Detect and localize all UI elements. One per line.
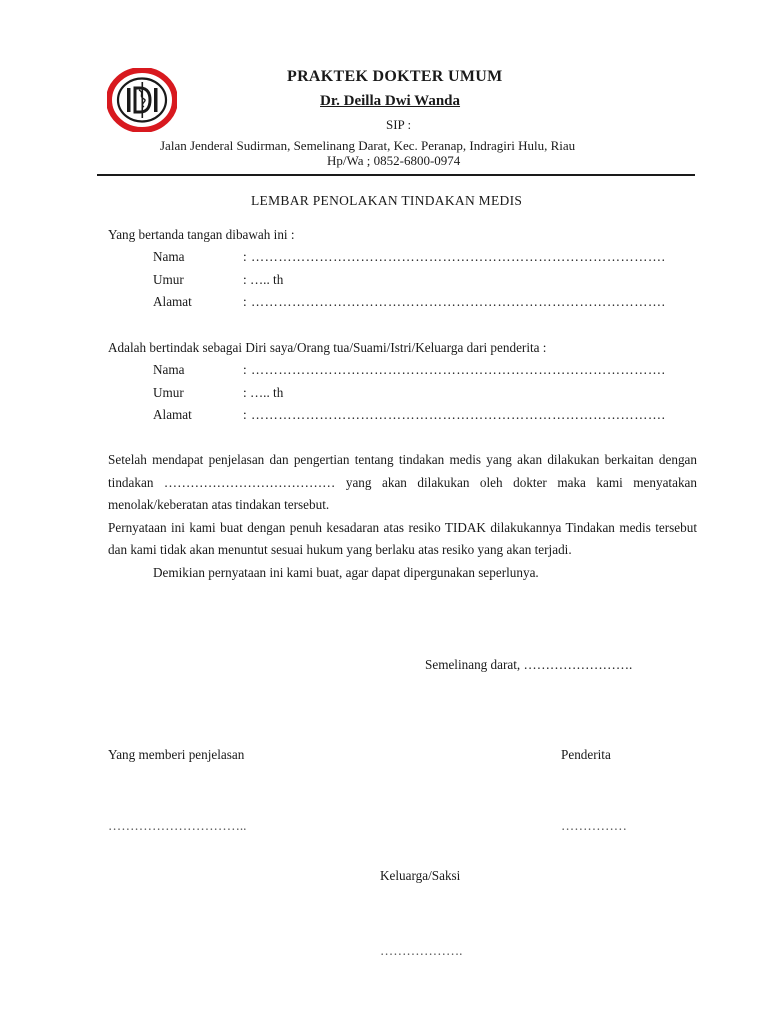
section1-label-address: Alamat — [153, 294, 192, 309]
section2-label-age: Umur — [153, 385, 184, 400]
statement-body — [108, 449, 697, 584]
section2-label-name: Nama — [153, 362, 185, 377]
section1-label-age: Umur — [153, 272, 184, 287]
signature-label-explainer: Yang memberi penjelasan — [108, 747, 245, 762]
section2-value-address: : ………………………………………………………………………………. — [243, 407, 666, 422]
section1-value-age: : ….. th — [243, 272, 284, 287]
section2-intro: Adalah bertindak sebagai Diri saya/Orang tua/Suami/Istri/Keluarga dari penderita : — [108, 340, 547, 355]
doctor-name: Dr. Deilla Dwi Wanda — [320, 93, 461, 109]
document-title: LEMBAR PENOLAKAN TINDAKAN MEDIS — [251, 193, 523, 208]
clinic-address: Jalan Jenderal Sudirman, Semelinang Darat, Kec. Peranap, Indragiri Hulu, Riau — [160, 138, 576, 153]
signature-line-patient: …………… — [561, 818, 627, 833]
signature-label-patient: Penderita — [561, 747, 611, 762]
section1-value-name: : ………………………………………………………………………………. — [243, 249, 666, 264]
section2-label-address: Alamat — [153, 407, 192, 422]
idi-logo — [107, 68, 177, 132]
signature-label-witness: Keluarga/Saksi — [380, 868, 461, 883]
clinic-phone: Hp/Wa ; 0852-6800-0974 — [327, 153, 461, 168]
section1-intro: Yang bertanda tangan dibawah ini : — [108, 227, 295, 242]
statement-paragraph-1: Setelah mendapat penjelasan dan pengertian tentang tindakan medis yang akan dilakukan berkaitan dengan tindakan ………………………………… yang akan dilakukan oleh dokter maka kami menyatakan menolak/keberatan atas tindakan tersebut. — [108, 452, 697, 512]
signature-line-explainer: ………………………….. — [108, 818, 247, 833]
section1-value-address: : ………………………………………………………………………………. — [243, 294, 666, 309]
statement-paragraph-2: Pernyataan ini kami buat dengan penuh kesadaran atas resiko TIDAK dilakukannya Tindakan medis tersebut dan kami tidak akan menuntut sesuai hukum yang berlaku atas resiko yang akan terjadi. — [108, 519, 697, 557]
section1-label-name: Nama — [153, 249, 185, 264]
sip-number: SIP : — [386, 117, 412, 132]
section2-value-name: : ………………………………………………………………………………. — [243, 362, 666, 377]
place-date: Semelinang darat, ……………………. — [425, 657, 633, 672]
statement-paragraph-3: Demikian pernyataan ini kami buat, agar dapat dipergunakan seperlunya. — [153, 564, 539, 580]
section2-value-age: : ….. th — [243, 385, 284, 400]
header-divider — [97, 174, 695, 176]
clinic-title: PRAKTEK DOKTER UMUM — [287, 68, 503, 85]
signature-line-witness: ………………. — [380, 943, 463, 958]
